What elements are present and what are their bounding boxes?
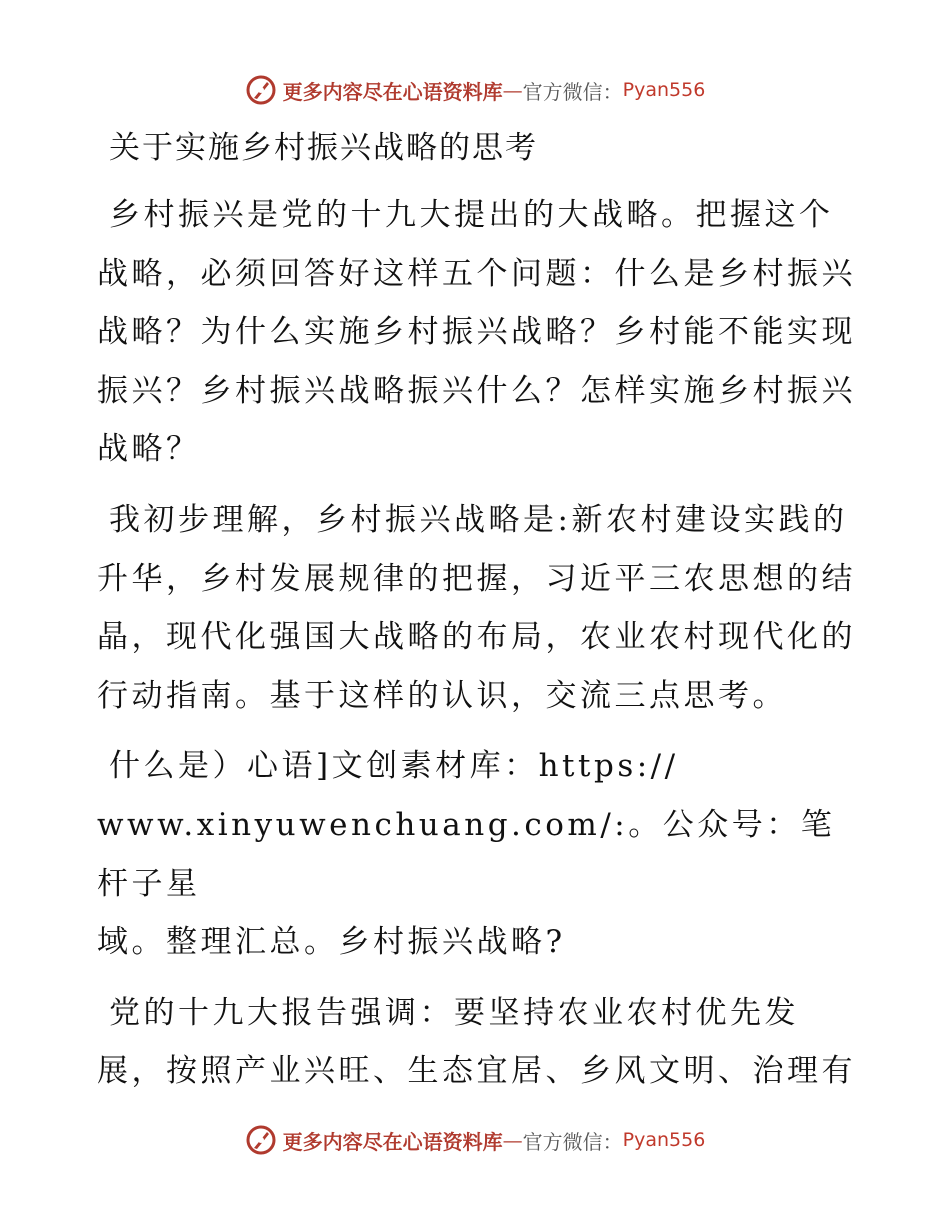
watermark-wechat-id: Pyan556 [622,1129,706,1151]
document-body [97,126,857,1113]
source-note-line-3: 域。整理汇总。乡村振兴战略? [97,924,566,961]
feather-pen-circle-icon [245,1124,277,1156]
source-note-line-2: www.xinyuwenchuang.com/:。公众号：笔杆子星 [97,806,836,902]
watermark-dash: — [502,1128,523,1152]
document-title: 关于实施乡村振兴战略的思考 [109,130,538,166]
watermark-dash: — [502,78,523,102]
watermark-main-text: 更多内容尽在心语资料库 [282,79,503,104]
paragraph-intro [97,186,857,479]
report-line-2: 展，按照产业兴旺、生态宜居、乡风文明、治理有 [97,1053,856,1090]
watermark-wechat-label: 官方微信： [522,79,623,104]
report-line-1: 党的十九大报告强调：要坚持农业农村优先发 [109,994,799,1031]
watermark-main-text: 更多内容尽在心语资料库 [282,1129,503,1154]
paragraph-report [97,984,857,1101]
source-note-line-1: 什么是）心语]文创素材库：https:// [109,748,679,785]
paragraph-understanding-text: 我初步理解，乡村振兴战略是:新农村建设实践的升华，乡村发展规律的把握，习近平三农思想的结晶，现代化强国大战略的布局，农业农村现代化的行动指南。基于这样的认识，交流三点思考。 [97,501,856,714]
paragraph-intro-text: 乡村振兴是党的十九大提出的大战略。把握这个战略，必须回答好这样五个问题：什么是乡村振兴战略？为什么实施乡村振兴战略？乡村能不能实现振兴？乡村振兴战略振兴什么？怎样实施乡村振兴战略？ [97,197,856,468]
watermark-wechat-id: Pyan556 [622,79,706,101]
paragraph-source-note [97,737,857,971]
feather-pen-circle-icon [245,74,277,106]
header-watermark [0,70,950,110]
paragraph-understanding [97,491,857,725]
watermark-wechat-label: 官方微信： [522,1129,623,1154]
footer-watermark [0,1120,950,1160]
